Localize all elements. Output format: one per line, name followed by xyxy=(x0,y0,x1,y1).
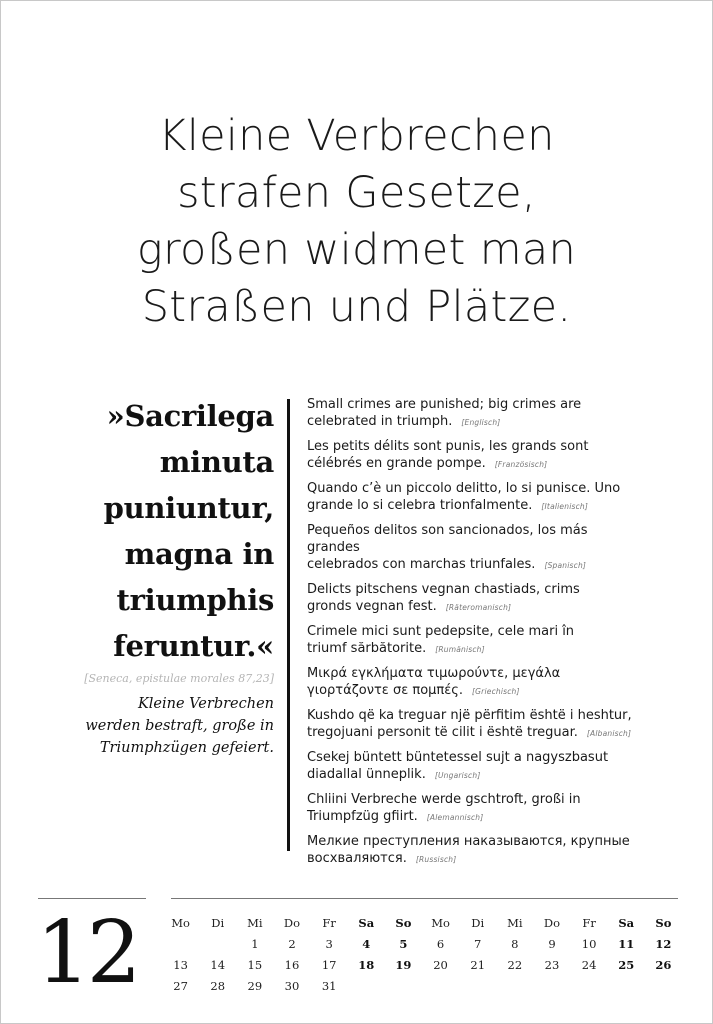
calendar-day xyxy=(199,933,236,954)
weekday-label: Sa xyxy=(358,915,375,930)
calendar-day: 8 xyxy=(511,936,519,951)
calendar-day xyxy=(162,933,199,954)
headline xyxy=(60,108,653,336)
weekday-label: Di xyxy=(471,915,485,930)
calendar-day: 28 xyxy=(210,978,226,993)
calendar-day xyxy=(608,975,645,996)
weekday-label: Mi xyxy=(507,915,523,930)
translation-line xyxy=(307,497,697,515)
calendar-day: 10 xyxy=(581,936,597,951)
calendar-day: 18 xyxy=(358,957,375,972)
translation-item xyxy=(307,396,697,431)
weekday-label: So xyxy=(655,915,672,930)
translation-text: triumf sărbătorite. xyxy=(307,641,427,656)
calendar-day xyxy=(422,975,459,996)
calendar-day: 16 xyxy=(284,957,300,972)
calendar-day: 24 xyxy=(581,957,597,972)
latin-line: »Sacrilega xyxy=(106,399,274,433)
weekday-label: Do xyxy=(543,915,561,930)
language-label: [Alemannisch] xyxy=(426,813,484,822)
headline-line: großen widmet man xyxy=(136,225,577,275)
calendar-day: 11 xyxy=(618,936,635,951)
german-line: werden bestraft, große in xyxy=(85,718,274,734)
calendar-day xyxy=(645,975,682,996)
month-divider xyxy=(38,898,146,899)
german-translation xyxy=(60,693,274,759)
language-label: [Räteromanisch] xyxy=(445,603,512,612)
translation-text: celebrados con marchas triunfales. xyxy=(307,557,536,572)
calendar-day xyxy=(385,975,422,996)
latin-line: magna in xyxy=(124,537,274,571)
translation-item xyxy=(307,522,697,574)
language-label: [Französisch] xyxy=(494,460,548,469)
calendar-day: 23 xyxy=(544,957,560,972)
headline-line: strafen Gesetze, xyxy=(177,168,536,218)
weekday-label: So xyxy=(395,915,412,930)
translation-line xyxy=(307,455,697,473)
translation-line: Csekej büntett büntetessel sujt a nagyszbasut xyxy=(307,750,609,765)
latin-quote xyxy=(60,393,274,669)
calendar-day: 9 xyxy=(548,936,556,951)
quote-source: [Seneca, epistulae morales 87,23] xyxy=(84,672,274,685)
calendar-day: 21 xyxy=(470,957,486,972)
calendar-day: 17 xyxy=(321,957,337,972)
weekday-label: Di xyxy=(211,915,225,930)
headline-line: Straßen und Plätze. xyxy=(141,282,572,332)
translation-line: Quando c’è un piccolo delitto, lo si punisce. Uno xyxy=(307,481,621,496)
language-label: [Spanisch] xyxy=(544,561,587,570)
calendar-day: 30 xyxy=(284,978,300,993)
latin-line: puniuntur, xyxy=(103,491,274,525)
calendar-day: 29 xyxy=(247,978,263,993)
weekday-label: Fr xyxy=(322,915,336,930)
vertical-divider xyxy=(287,399,290,851)
weekday-label: Do xyxy=(283,915,301,930)
translation-text: tregojuani personit të cilit i është treguar. xyxy=(307,725,578,740)
calendar-day: 27 xyxy=(173,978,188,993)
calendar-divider xyxy=(171,898,678,899)
translation-line xyxy=(307,640,697,658)
calendar-day xyxy=(459,975,496,996)
translation-text: γιορτάζοντε σε πομπές. xyxy=(307,683,464,698)
translation-text: Triumpfzüg gfiirt. xyxy=(307,809,418,824)
translation-item xyxy=(307,581,697,616)
language-label: [Russisch] xyxy=(415,855,457,864)
language-label: [Rumänisch] xyxy=(435,645,485,654)
translation-line: Delicts pitschens vegnan chastiads, crims xyxy=(307,582,580,597)
month-number: 12 xyxy=(36,903,138,1003)
latin-quote-block xyxy=(60,393,274,759)
calendar-week-row xyxy=(162,975,682,996)
translation-line xyxy=(307,850,697,868)
translation-line xyxy=(307,682,697,700)
calendar-day xyxy=(571,975,608,996)
weekday-label: Fr xyxy=(582,915,596,930)
translation-item xyxy=(307,833,697,868)
translation-line: Les petits délits sont punis, les grands sont xyxy=(307,439,589,454)
translation-text: gronds vegnan fest. xyxy=(307,599,437,614)
weekday-label: Mi xyxy=(247,915,263,930)
calendar-day: 19 xyxy=(395,957,412,972)
translation-text: diadallal ünneplik. xyxy=(307,767,426,782)
calendar-day xyxy=(348,975,385,996)
calendar-day: 13 xyxy=(173,957,188,972)
german-line: Triumphzügen gefeiert. xyxy=(99,740,274,756)
translation-item xyxy=(307,665,697,700)
translation-text: célébrés en grande pompe. xyxy=(307,456,486,471)
translation-line xyxy=(307,766,697,784)
calendar-day: 3 xyxy=(325,936,333,951)
translations-list xyxy=(307,396,697,875)
translation-text: celebrated in triumph. xyxy=(307,414,453,429)
weekday-label: Mo xyxy=(431,915,450,930)
latin-line: minuta xyxy=(159,445,274,479)
calendar-day: 12 xyxy=(655,936,672,951)
translation-line: grandes xyxy=(307,540,360,555)
calendar-day xyxy=(533,975,570,996)
translation-line: Small crimes are punished; big crimes are xyxy=(307,397,582,412)
calendar-day: 6 xyxy=(436,936,445,951)
translation-line: Pequeños delitos son sancionados, los más xyxy=(307,523,588,538)
calendar-day: 2 xyxy=(288,936,296,951)
translation-line: Μικρά εγκλήματα τιμωρούντε, μεγάλα xyxy=(307,666,561,681)
translation-item xyxy=(307,480,697,515)
calendar-day: 15 xyxy=(247,957,263,972)
translation-line: Мелкие преступления наказываются, крупные xyxy=(307,834,630,849)
language-label: [Griechisch] xyxy=(472,687,520,696)
calendar-day: 5 xyxy=(399,936,408,951)
translation-line xyxy=(307,808,697,826)
language-label: [Ungarisch] xyxy=(434,771,481,780)
translation-line: Kushdo që ka treguar një përfitim është i heshtur, xyxy=(307,708,632,723)
language-label: [Englisch] xyxy=(461,418,501,427)
translation-line: Crimele mici sunt pedepsite, cele mari în xyxy=(307,624,575,639)
calendar-grid xyxy=(162,912,682,996)
translation-line xyxy=(307,413,697,431)
german-line: Kleine Verbrechen xyxy=(137,696,274,712)
calendar-day: 4 xyxy=(362,936,371,951)
translation-item xyxy=(307,623,697,658)
latin-line: triumphis xyxy=(116,583,274,617)
calendar-week-row xyxy=(162,933,682,954)
translation-item xyxy=(307,791,697,826)
calendar-day: 7 xyxy=(474,936,482,951)
translation-line xyxy=(307,556,697,574)
weekday-label: Sa xyxy=(618,915,635,930)
calendar-day xyxy=(496,975,533,996)
translation-text: восхваляются. xyxy=(307,851,407,866)
language-label: [Albanisch] xyxy=(586,729,632,738)
translation-text: grande lo si celebra trionfalmente. xyxy=(307,498,533,513)
language-label: [Italienisch] xyxy=(541,502,588,511)
translation-item xyxy=(307,749,697,784)
calendar-day: 22 xyxy=(507,957,523,972)
translation-item xyxy=(307,707,697,742)
calendar-day: 25 xyxy=(618,957,635,972)
calendar-weekdays xyxy=(162,912,682,933)
translation-item xyxy=(307,438,697,473)
calendar-week-row xyxy=(162,954,682,975)
calendar-day: 26 xyxy=(655,957,672,972)
calendar-day: 1 xyxy=(251,936,259,951)
latin-line: feruntur.« xyxy=(113,629,274,663)
weekday-label: Mo xyxy=(171,915,190,930)
calendar-day: 14 xyxy=(210,957,226,972)
calendar-day: 20 xyxy=(433,957,448,972)
translation-line xyxy=(307,598,697,616)
headline-line: Kleine Verbrechen xyxy=(158,111,555,161)
calendar-day: 31 xyxy=(321,978,337,993)
translation-line: Chliini Verbreche werde gschtroft, großi in xyxy=(307,792,581,807)
translation-line xyxy=(307,724,697,742)
